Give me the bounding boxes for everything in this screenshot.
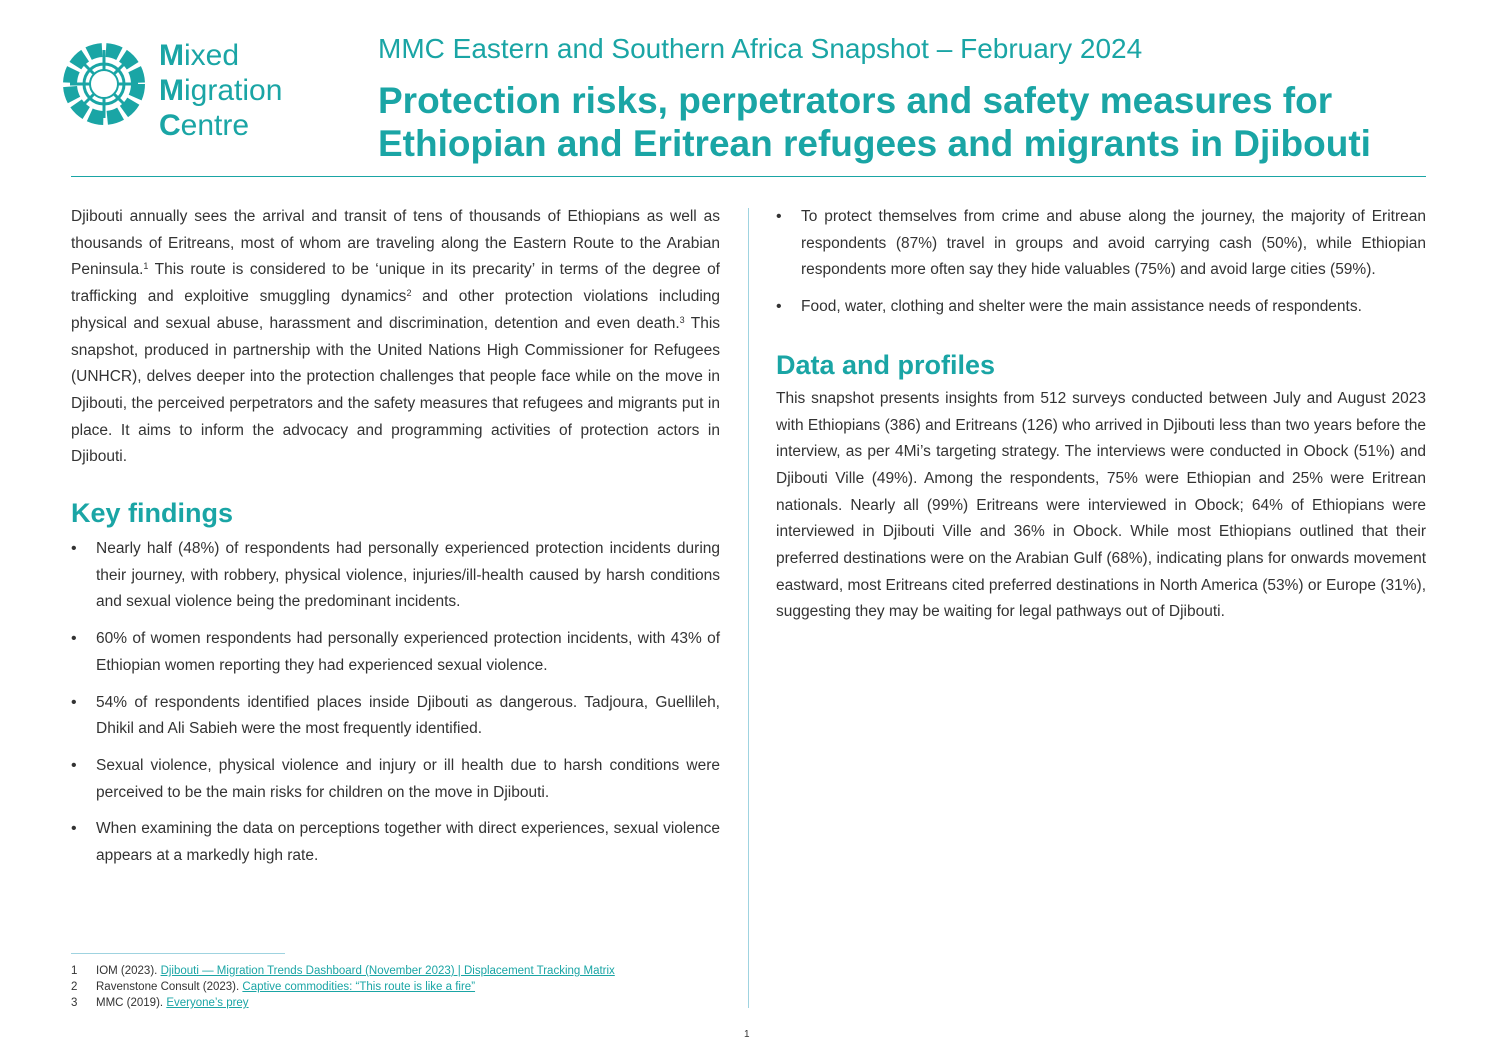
right-column <box>776 204 1426 626</box>
column-divider <box>748 208 749 1008</box>
list-item: • 54% of respondents identified places inside Djibouti as dangerous. Tadjoura, Guellileh, Dhikil and Ali Sabieh were the most frequently identified. <box>71 690 720 743</box>
list-item: • To protect themselves from crime and abuse along the journey, the majority of Eritrean respondents (87%) travel in groups and avoid carrying cash (50%), while Ethiopian respondents more often say they hide valuables (75%) and avoid large cities (59%). <box>776 204 1426 284</box>
mmc-globe-logo-icon <box>58 38 150 130</box>
key-findings-list <box>71 536 720 870</box>
footnote <box>71 995 615 1011</box>
intro-text: Djibouti annually sees the arrival and transit of tens of thousands of Ethiopians as well as thousands of Eritreans, most of whom are traveling along the Eastern Route to the Arabian Peninsula. <box>71 208 720 279</box>
footnote <box>71 963 615 979</box>
footnote-link[interactable]: Everyone’s prey <box>166 997 249 1009</box>
page-title: Protection risks, perpetrators and safety measures for Ethiopian and Eritrean refugees and migrants in Djibouti <box>378 80 1371 164</box>
footnote-ref[interactable]: 1 <box>143 261 149 272</box>
list-item: • 60% of women respondents had personally experienced protection incidents, with 43% of Ethiopian women reporting they had experienced sexual violence. <box>71 626 720 679</box>
intro-text: This snapshot, produced in partnership with the United Nations High Commissioner for Refugees (UNHCR), delves deeper into the protection challenges that people face while on the move in Djibouti, the perceived perpetrators and the safety measures that refugees and migrants put in place. It aims to inform the advocacy and programming activities of protection actors in Djibouti. <box>71 314 721 466</box>
logo-wordmark <box>159 38 282 143</box>
data-profiles-heading: Data and profiles <box>776 349 996 380</box>
footnote-number: 1 <box>71 965 78 977</box>
snapshot-subtitle: MMC Eastern and Southern Africa Snapshot – February 2024 <box>378 33 1143 64</box>
logo-word: ixed <box>184 39 240 72</box>
intro-paragraph <box>71 204 720 471</box>
footnote-divider <box>71 953 285 954</box>
key-findings-heading: Key findings <box>71 498 234 529</box>
list-item: • When examining the data on perceptions together with direct experiences, sexual violence appears at a markedly high rate. <box>71 816 720 869</box>
footnote-source: Ravenstone Consult (2023). <box>96 981 240 993</box>
footnote-source: MMC (2019). <box>96 997 164 1009</box>
footnote-ref[interactable]: 2 <box>406 288 412 299</box>
footnote-number: 2 <box>71 981 78 993</box>
logo-initial: M <box>159 39 184 72</box>
data-profiles-paragraph: This snapshot presents insights from 512 surveys conducted between July and August 2023 with Ethiopians (386) and Eritreans (126) who arrived in Djibouti less than two years before the interview, as per 4Mi’s targeting strategy. The interviews were conducted in Obock (51%) and Djibouti Ville (49%). Among the respondents, 75% were Ethiopian and 25% were Eritrean nationals. Nearly all (99%) Eritreans were interviewed in Obock; 64% of Ethiopians were interviewed in Djibouti Ville and 36% in Obock. While most Ethiopians outlined that their preferred destinations were on the Arabian Gulf (68%), indicating plans for onwards movement eastward, most Eritreans cited preferred destinations in North America (53%) or Europe (31%), suggesting they may be waiting for legal pathways out of Djibouti. <box>776 389 1426 621</box>
footnote <box>71 979 615 995</box>
logo-word: igration <box>184 74 283 107</box>
intro-text: This route is considered to be ‘unique in its precarity’ in terms of the degree of trafficking and exploitive smuggling dynamics <box>71 261 720 306</box>
footnote-ref[interactable]: 3 <box>679 314 685 325</box>
footnote-source: IOM (2023). <box>96 965 158 977</box>
intro-text: and other protection violations including physical and sexual abuse, harassment and discrimination, detention and even death. <box>71 288 720 332</box>
logo-word: entre <box>180 109 250 142</box>
left-column <box>71 204 720 880</box>
page-number: 1 <box>744 1029 750 1040</box>
logo-initial: M <box>159 74 184 107</box>
mmc-logo <box>58 38 318 142</box>
footnote-number: 3 <box>71 997 78 1009</box>
footnote-link[interactable]: Djibouti — Migration Trends Dashboard (November 2023) | Displacement Tracking Matrix <box>160 965 615 977</box>
list-item: • Nearly half (48%) of respondents had personally experienced protection incidents during their journey, with robbery, physical violence, injuries/ill-health caused by harsh conditions and sexual violence being the predominant incidents. <box>71 536 720 616</box>
footnotes <box>71 963 615 1011</box>
list-item: • Food, water, clothing and shelter were the main assistance needs of respondents. <box>776 294 1426 321</box>
footnote-link[interactable]: Captive commodities: “This route is like a fire” <box>242 981 476 993</box>
key-findings-list-continued <box>776 204 1426 321</box>
list-item: • Sexual violence, physical violence and injury or ill health due to harsh conditions were perceived to be the main risks for children on the move in Djibouti. <box>71 753 720 806</box>
header-divider <box>71 176 1426 177</box>
logo-initial: C <box>159 109 181 142</box>
